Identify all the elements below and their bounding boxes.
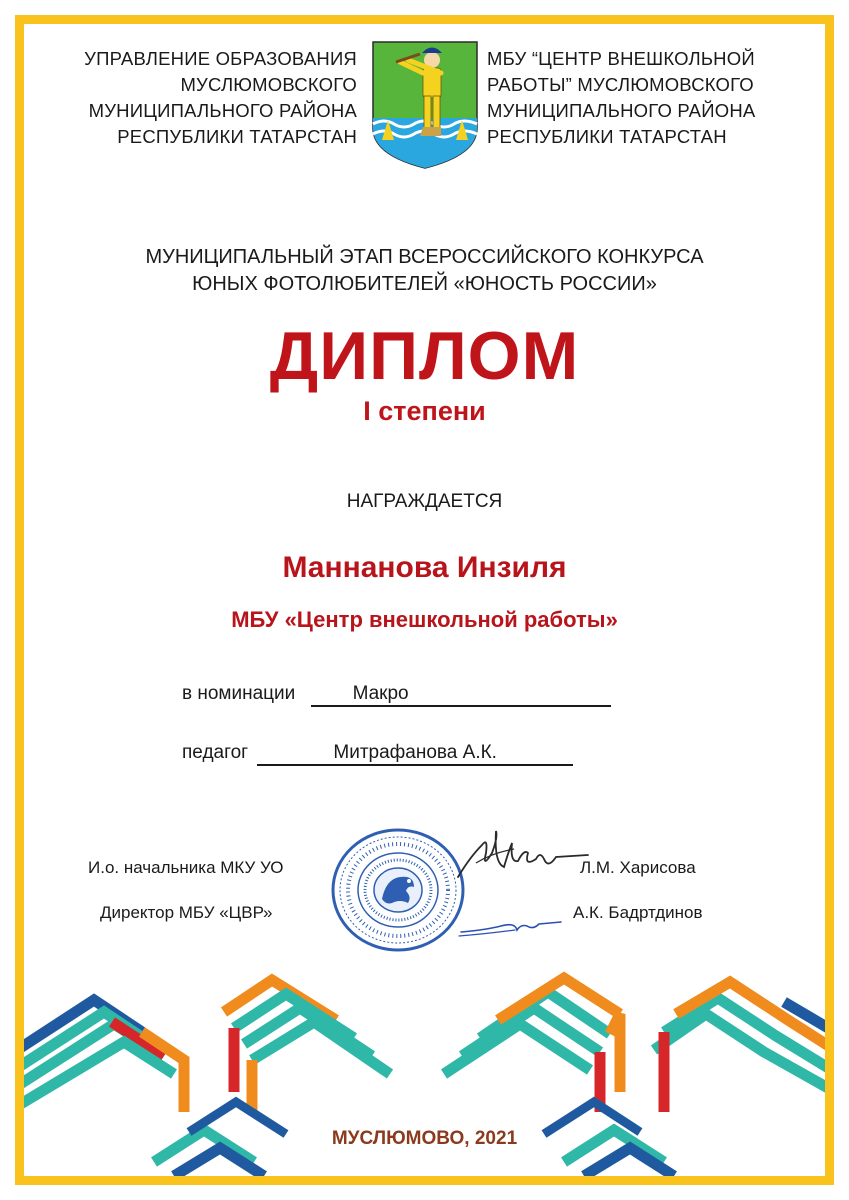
signatory-1-name: Л.М. Харисова — [580, 858, 696, 877]
issuer-left — [40, 46, 357, 150]
official-seal-icon — [330, 827, 466, 953]
recipient-name: Маннанова Инзиля — [282, 551, 567, 584]
teacher-row — [182, 742, 573, 766]
issuer-right — [487, 46, 807, 150]
diploma-degree: I степени — [363, 396, 486, 426]
signatory-2-title: Директор МБУ «ЦВР» — [100, 903, 273, 922]
city-year: МУСЛЮМОВО, 2021 — [331, 1128, 518, 1149]
diploma-title: ДИПЛОМ — [269, 318, 580, 394]
issuer-right-line: МБУ “ЦЕНТР ВНЕШКОЛЬНОЙ — [487, 48, 755, 69]
issuer-right-line: МУНИЦИПАЛЬНОГО РАЙОНА — [487, 100, 756, 121]
recipient-organization: МБУ «Центр внешкольной работы» — [231, 607, 618, 632]
signature-2-icon — [455, 908, 565, 942]
issuer-left-line: МУСЛЮМОВСКОГО — [180, 74, 357, 95]
issuer-right-line: РАБОТЫ” МУСЛЮМОВСКОГО — [487, 74, 754, 95]
teacher-label: педагог — [182, 742, 249, 763]
teacher-value: Митрафанова А.К. — [257, 742, 573, 766]
contest-line-1: МУНИЦИПАЛЬНЫЙ ЭТАП ВСЕРОССИЙСКОГО КОНКУРСА — [145, 246, 704, 268]
coat-of-arms-icon — [370, 40, 480, 170]
signatory-1-title: И.о. начальника МКУ УО — [88, 858, 284, 877]
issuer-left-line: МУНИЦИПАЛЬНОГО РАЙОНА — [88, 100, 357, 121]
nomination-row — [182, 683, 611, 707]
signatory-2-name: А.К. Бадртдинов — [573, 903, 703, 922]
awarded-label: НАГРАЖДАЕТСЯ — [346, 491, 503, 512]
signature-1-icon — [452, 823, 592, 889]
issuer-right-line: РЕСПУБЛИКИ ТАТАРСТАН — [487, 126, 727, 147]
contest-name — [0, 244, 849, 298]
nomination-label: в номинации — [182, 683, 296, 704]
contest-line-2: ЮНЫХ ФОТОЛЮБИТЕЛЕЙ «ЮНОСТЬ РОССИИ» — [192, 273, 657, 295]
issuer-left-line: РЕСПУБЛИКИ ТАТАРСТАН — [117, 126, 357, 147]
issuer-left-line: УПРАВЛЕНИЕ ОБРАЗОВАНИЯ — [84, 48, 357, 69]
nomination-value: Макро — [311, 683, 611, 707]
